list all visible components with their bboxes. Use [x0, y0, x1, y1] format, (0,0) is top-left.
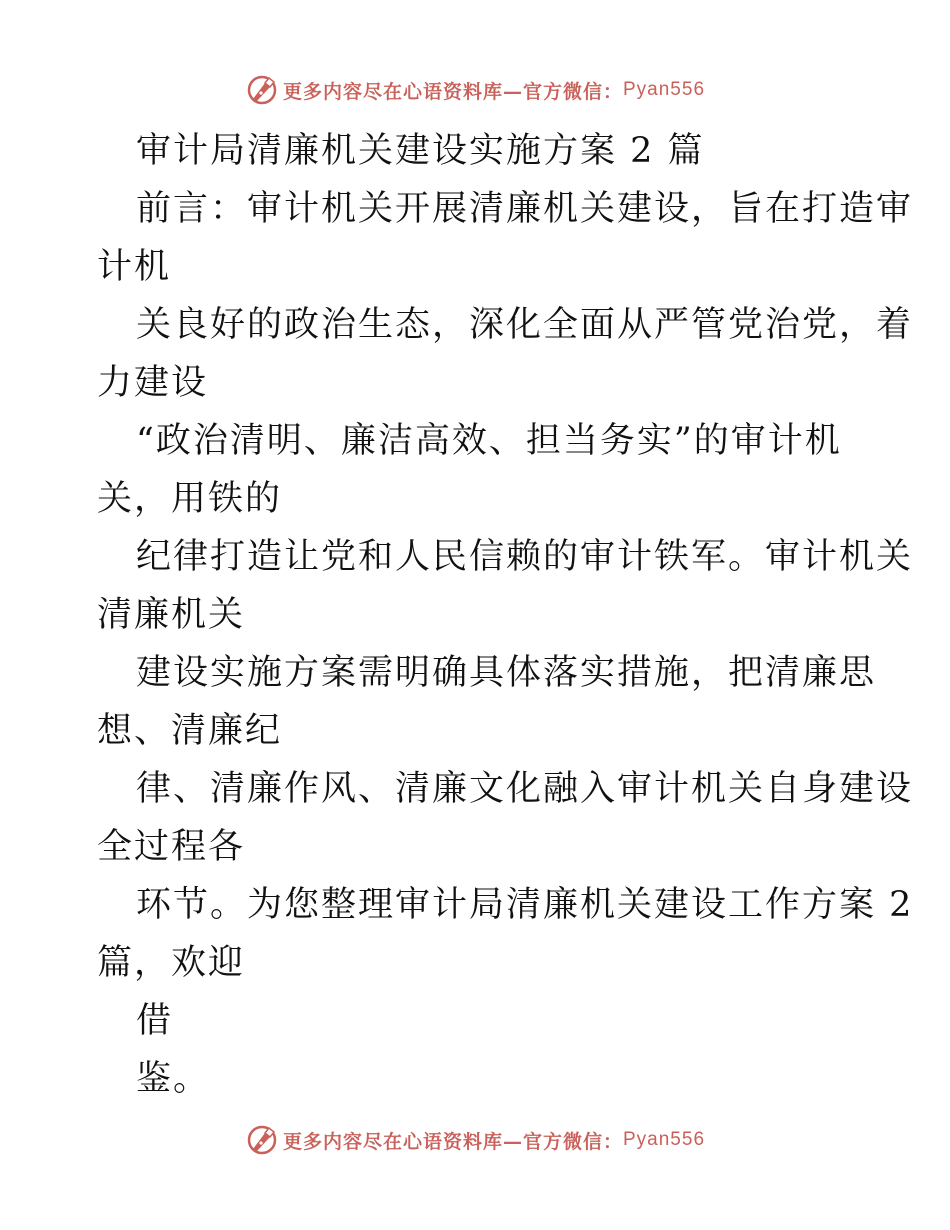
banner-text: 更多内容尽在心语资料库—官方微信： [282, 80, 623, 103]
pen-nib-logo-icon [245, 1123, 279, 1157]
body-line: 纪律打造让党和人民信赖的审计铁军。审计机关 [136, 537, 914, 577]
body-line: 前言：审计机关开展清廉机关建设，旨在打造审 [136, 189, 914, 229]
body-line: 建设实施方案需明确具体落实措施，把清廉思 [136, 653, 877, 693]
body-line: 借 [136, 1001, 174, 1041]
pen-nib-logo-icon [245, 73, 279, 107]
body-line: “政治清明、廉洁高效、担当务实”的审计机 [136, 421, 842, 461]
body-line: 鉴。 [136, 1059, 211, 1099]
document-body [97, 122, 914, 1108]
banner-wechat-id: Pyan556 [623, 79, 706, 100]
banner-wechat-id: Pyan556 [623, 1129, 706, 1150]
body-line: 关，用铁的 [97, 479, 283, 519]
body-line: 关良好的政治生态，深化全面从严管党治党，着 [136, 305, 914, 345]
body-line: 律、清廉作风、清廉文化融入审计机关自身建设 [136, 769, 914, 809]
body-line: 全过程各 [97, 827, 246, 867]
header-banner [0, 70, 950, 110]
body-line: 想、清廉纪 [97, 711, 283, 751]
body-line: 力建设 [97, 363, 209, 403]
body-line: 篇，欢迎 [97, 943, 246, 983]
body-line: 计机 [97, 247, 172, 287]
footer-banner [0, 1120, 950, 1160]
banner-text: 更多内容尽在心语资料库—官方微信： [282, 1130, 623, 1153]
body-line: 清廉机关 [97, 595, 246, 635]
document-title: 审计局清廉机关建设实施方案 2 篇 [136, 131, 705, 171]
body-line: 环节。为您整理审计局清廉机关建设工作方案 2 [136, 885, 914, 925]
